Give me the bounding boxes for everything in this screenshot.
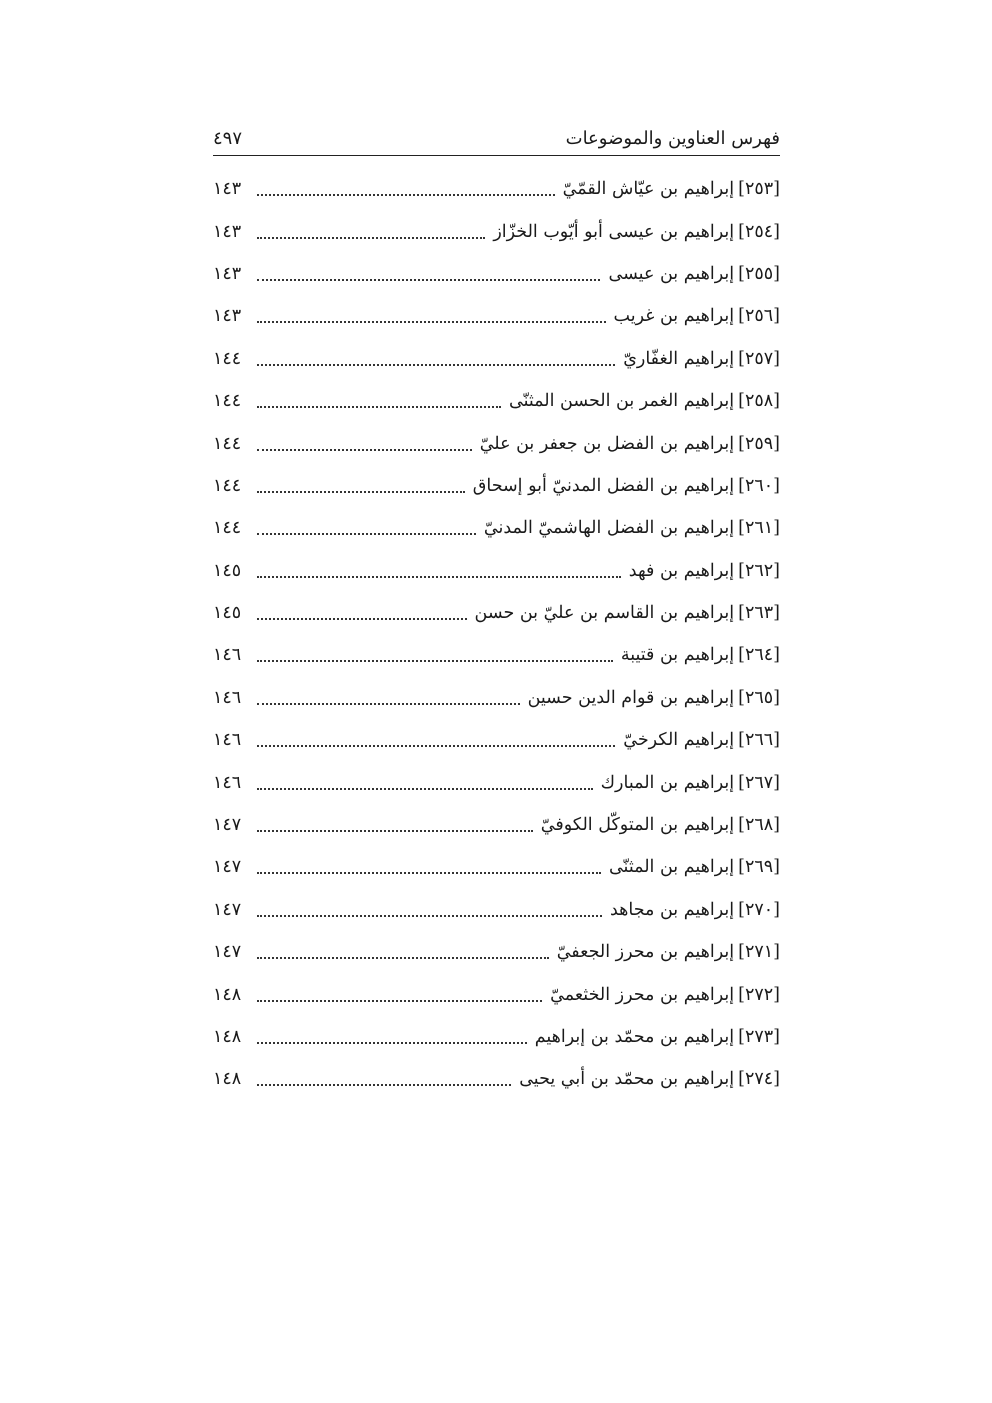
entry-number: [٢٦١] bbox=[738, 518, 780, 539]
index-entry bbox=[213, 465, 780, 507]
dot-leader bbox=[257, 364, 615, 366]
index-entry bbox=[213, 1016, 780, 1058]
entry-page-number: ١٤٦ bbox=[213, 645, 242, 666]
entry-number: [٢٦٣] bbox=[738, 603, 780, 624]
dot-leader bbox=[257, 576, 621, 578]
dot-leader bbox=[257, 1084, 511, 1086]
dot-leader bbox=[257, 745, 615, 747]
index-entry bbox=[213, 422, 780, 464]
entry-name: إبراهيم بن عيسى bbox=[608, 263, 735, 284]
entry-number: [٢٦٩] bbox=[738, 857, 780, 878]
entry-page-number: ١٤٨ bbox=[213, 1069, 242, 1090]
entry-number: [٢٧٢] bbox=[738, 984, 780, 1005]
entry-page-number: ١٤٥ bbox=[213, 603, 242, 624]
entry-name: إبراهيم الغمر بن الحسن المثنّى bbox=[508, 391, 735, 412]
dot-leader bbox=[257, 703, 520, 705]
dot-leader bbox=[257, 533, 476, 535]
dot-leader bbox=[257, 279, 600, 281]
entry-number: [٢٧٠] bbox=[738, 899, 780, 920]
page-header bbox=[213, 118, 780, 156]
index-entry bbox=[213, 592, 780, 634]
entry-name: إبراهيم بن محمّد بن أبي يحيى bbox=[519, 1069, 735, 1090]
entry-page-number: ١٤٨ bbox=[213, 984, 242, 1005]
index-entry bbox=[213, 1058, 780, 1100]
index-entry bbox=[213, 338, 780, 380]
index-entry bbox=[213, 210, 780, 252]
entry-name: إبراهيم بن مجاهد bbox=[610, 899, 735, 920]
entry-name: إبراهيم بن فهد bbox=[628, 560, 735, 581]
entry-number: [٢٥٩] bbox=[738, 433, 780, 454]
entry-name: إبراهيم بن الفضل الهاشميّ المدنيّ bbox=[483, 518, 735, 539]
dot-leader bbox=[257, 872, 601, 874]
entry-name: إبراهيم بن قوام الدين حسين bbox=[527, 687, 735, 708]
header-page-number: ٤٩٧ bbox=[213, 128, 243, 149]
entry-number: [٢٥٦] bbox=[738, 306, 780, 327]
dot-leader bbox=[257, 788, 593, 790]
entry-name: إبراهيم بن المثنّى bbox=[608, 857, 735, 878]
entry-page-number: ١٤٦ bbox=[213, 687, 242, 708]
entry-number: [٢٥٣] bbox=[738, 179, 780, 200]
entry-page-number: ١٤٦ bbox=[213, 772, 242, 793]
entry-name: إبراهيم بن الفضل بن جعفر بن عليّ bbox=[479, 433, 735, 454]
entry-name: إبراهيم بن محمّد بن إبراهيم bbox=[534, 1027, 735, 1047]
dot-leader bbox=[257, 449, 472, 451]
dot-leader bbox=[257, 1042, 527, 1044]
entry-number: [٢٥٨] bbox=[738, 391, 780, 412]
entry-page-number: ١٤٤ bbox=[213, 348, 242, 369]
entry-name: إبراهيم الغفّاريّ bbox=[623, 348, 735, 369]
entry-page-number: ١٤٧ bbox=[213, 857, 242, 878]
index-entries bbox=[213, 168, 780, 1101]
index-entry bbox=[213, 804, 780, 846]
dot-leader bbox=[257, 618, 467, 620]
entry-number: [٢٦٧] bbox=[738, 772, 780, 793]
entry-page-number: ١٤٥ bbox=[213, 560, 242, 581]
entry-number: [٢٥٤] bbox=[738, 221, 780, 242]
entry-page-number: ١٤٤ bbox=[213, 475, 242, 496]
entry-number: [٢٦٢] bbox=[738, 560, 780, 581]
header-title: فهرس العناوين والموضوعات bbox=[565, 128, 780, 149]
dot-leader bbox=[257, 660, 613, 662]
entry-name: إبراهيم الكرخيّ bbox=[623, 730, 735, 751]
index-page bbox=[213, 118, 780, 1101]
entry-page-number: ١٤٨ bbox=[213, 1027, 242, 1047]
entry-page-number: ١٤٣ bbox=[213, 306, 242, 327]
entry-page-number: ١٤٧ bbox=[213, 815, 242, 836]
entry-page-number: ١٤٧ bbox=[213, 942, 242, 963]
entry-page-number: ١٤٣ bbox=[213, 263, 242, 284]
entry-number: [٢٥٧] bbox=[738, 348, 780, 369]
dot-leader bbox=[257, 321, 606, 323]
entry-page-number: ١٤٧ bbox=[213, 899, 242, 920]
entry-page-number: ١٤٤ bbox=[213, 391, 242, 412]
index-entry bbox=[213, 295, 780, 337]
index-entry bbox=[213, 677, 780, 719]
index-entry bbox=[213, 253, 780, 295]
entry-number: [٢٦٨] bbox=[738, 815, 780, 836]
index-entry bbox=[213, 168, 780, 210]
entry-name: إبراهيم بن عيّاش القمّيّ bbox=[562, 179, 735, 200]
index-entry bbox=[213, 550, 780, 592]
dot-leader bbox=[257, 830, 533, 832]
entry-name: إبراهيم بن القاسم بن عليّ بن حسن bbox=[474, 603, 735, 624]
entry-number: [٢٦٥] bbox=[738, 687, 780, 708]
index-entry bbox=[213, 719, 780, 761]
entry-number: [٢٧١] bbox=[738, 942, 780, 963]
index-entry bbox=[213, 761, 780, 803]
entry-name: إبراهيم بن غريب bbox=[613, 306, 735, 327]
entry-number: [٢٦٤] bbox=[738, 645, 780, 666]
index-entry bbox=[213, 846, 780, 888]
entry-number: [٢٦٦] bbox=[738, 730, 780, 751]
dot-leader bbox=[257, 491, 465, 493]
index-entry bbox=[213, 380, 780, 422]
dot-leader bbox=[257, 1000, 542, 1002]
index-entry bbox=[213, 634, 780, 676]
entry-name: إبراهيم بن محرز الجعفيّ bbox=[556, 942, 735, 963]
entry-page-number: ١٤٤ bbox=[213, 518, 242, 539]
entry-name: إبراهيم بن المتوكّل الكوفيّ bbox=[540, 815, 735, 836]
entry-number: [٢٧٤] bbox=[738, 1069, 780, 1090]
entry-name: إبراهيم بن محرز الخثعميّ bbox=[550, 984, 735, 1005]
entry-number: [٢٥٥] bbox=[738, 263, 780, 284]
index-entry bbox=[213, 973, 780, 1015]
index-entry bbox=[213, 889, 780, 931]
entry-name: إبراهيم بن قتيبة bbox=[620, 645, 735, 666]
dot-leader bbox=[257, 237, 485, 239]
entry-page-number: ١٤٣ bbox=[213, 179, 242, 200]
entry-page-number: ١٤٦ bbox=[213, 730, 242, 751]
dot-leader bbox=[257, 406, 501, 408]
entry-page-number: ١٤٣ bbox=[213, 221, 242, 242]
dot-leader bbox=[257, 957, 549, 959]
index-entry bbox=[213, 507, 780, 549]
index-entry bbox=[213, 931, 780, 973]
dot-leader bbox=[257, 915, 602, 917]
entry-page-number: ١٤٤ bbox=[213, 433, 242, 454]
entry-name: إبراهيم بن المبارك bbox=[600, 772, 735, 793]
entry-number: [٢٦٠] bbox=[738, 475, 780, 496]
entry-name: إبراهيم بن عيسى أبو أيّوب الخزّاز bbox=[493, 221, 735, 242]
entry-name: إبراهيم بن الفضل المدنيّ أبو إسحاق bbox=[472, 475, 735, 496]
dot-leader bbox=[257, 194, 555, 196]
entry-number: [٢٧٣] bbox=[738, 1027, 780, 1047]
